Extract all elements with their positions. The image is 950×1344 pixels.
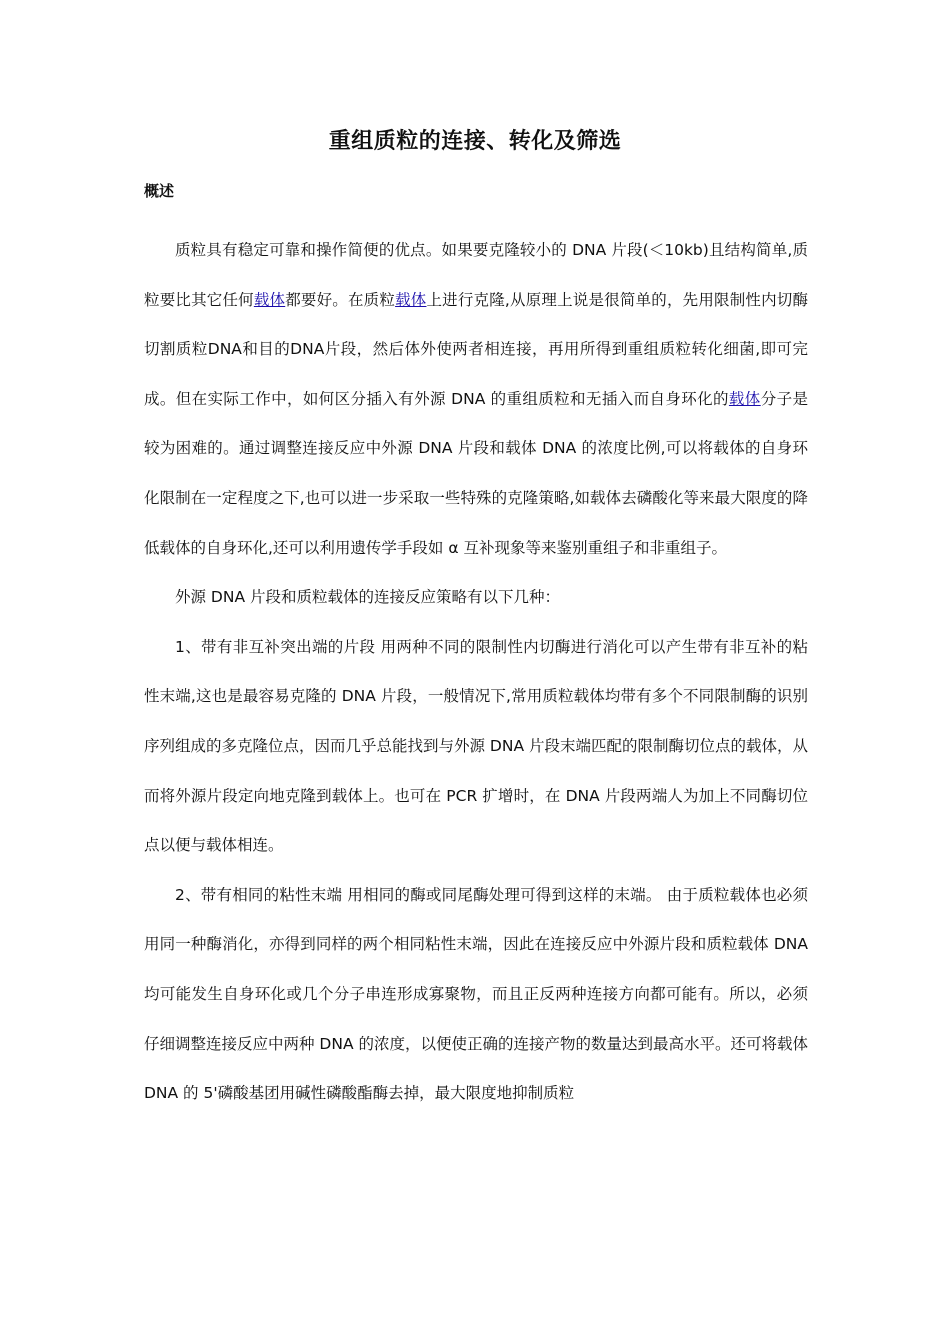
section-heading: 概述 [144,182,175,200]
paragraph-text: 都要好。在质粒 [285,290,396,309]
paragraph [144,573,808,623]
paragraph [144,226,808,573]
paragraph-text: 1、带有非互补突出端的片段 用两种不同的限制性内切酶进行消化可以产生带有非互补的粘性末端,这也是最容易克隆的 DNA 片段，一般情况下,常用质粒载体均带有多个不同限制酶的识别序列组成的多克隆位点，因而几乎总能找到与外源 DNA 片段末端匹配的限制酶切位点的载体，从而将外源片段定向地克隆到载体上。也可在 PCR 扩增时，在 DNA 片段两端人为加上不同酶切位点以便与载体相连。 [144,637,808,855]
paragraph-text: 质粒具有稳定可靠和操作简便的优点。如果要克隆较小的 DNA 片段(＜10kb)且结构简单,质粒要比其它任何 [144,241,808,309]
paragraph [144,623,808,871]
carrier-link[interactable]: 载体 [728,389,761,408]
paragraph-text: 上进行克隆,从原理上说是很简单的，先用限制性内切酶切割质粒DNA和目的DNA片段，然后体外使两者相连接，再用所得到重组质粒转化细菌,即可完成。但在实际工作中，如何区分插入有外源 DNA 的重组质粒和无插入而自身环化的 [144,290,808,408]
paragraph-text: 外源 DNA 片段和质粒载体的连接反应策略有以下几种： [175,588,560,607]
carrier-link[interactable]: 载体 [395,290,427,309]
document-title: 重组质粒的连接、转化及筛选 [328,129,622,154]
document-body [144,226,808,1119]
paragraph-text: 分子是较为困难的。通过调整连接反应中外源 DNA 片段和载体 DNA 的浓度比例,可以将载体的自身环化限制在一定程度之下,也可以进一步采取一些特殊的克隆策略,如载体去磷酸化等来最大限度的降低载体的自身环化,还可以利用遗传学手段如 α 互补现象等来鉴别重组子和非重组子。 [144,389,808,557]
paragraph [144,871,808,1119]
paragraph-text: 2、带有相同的粘性末端 用相同的酶或同尾酶处理可得到这样的末端。 由于质粒载体也必须用同一种酶消化，亦得到同样的两个相同粘性末端，因此在连接反应中外源片段和质粒载体 DNA 均可能发生自身环化或几个分子串连形成寡聚物，而且正反两种连接方向都可能有。所以，必须仔细调整连接反应中两种 DNA 的浓度，以便使正确的连接产物的数量达到最高水平。还可将载体 DNA 的 5'磷酸基团用碱性磷酸酯酶去掉，最大限度地抑制质粒 [144,885,808,1103]
carrier-link[interactable]: 载体 [253,290,286,309]
